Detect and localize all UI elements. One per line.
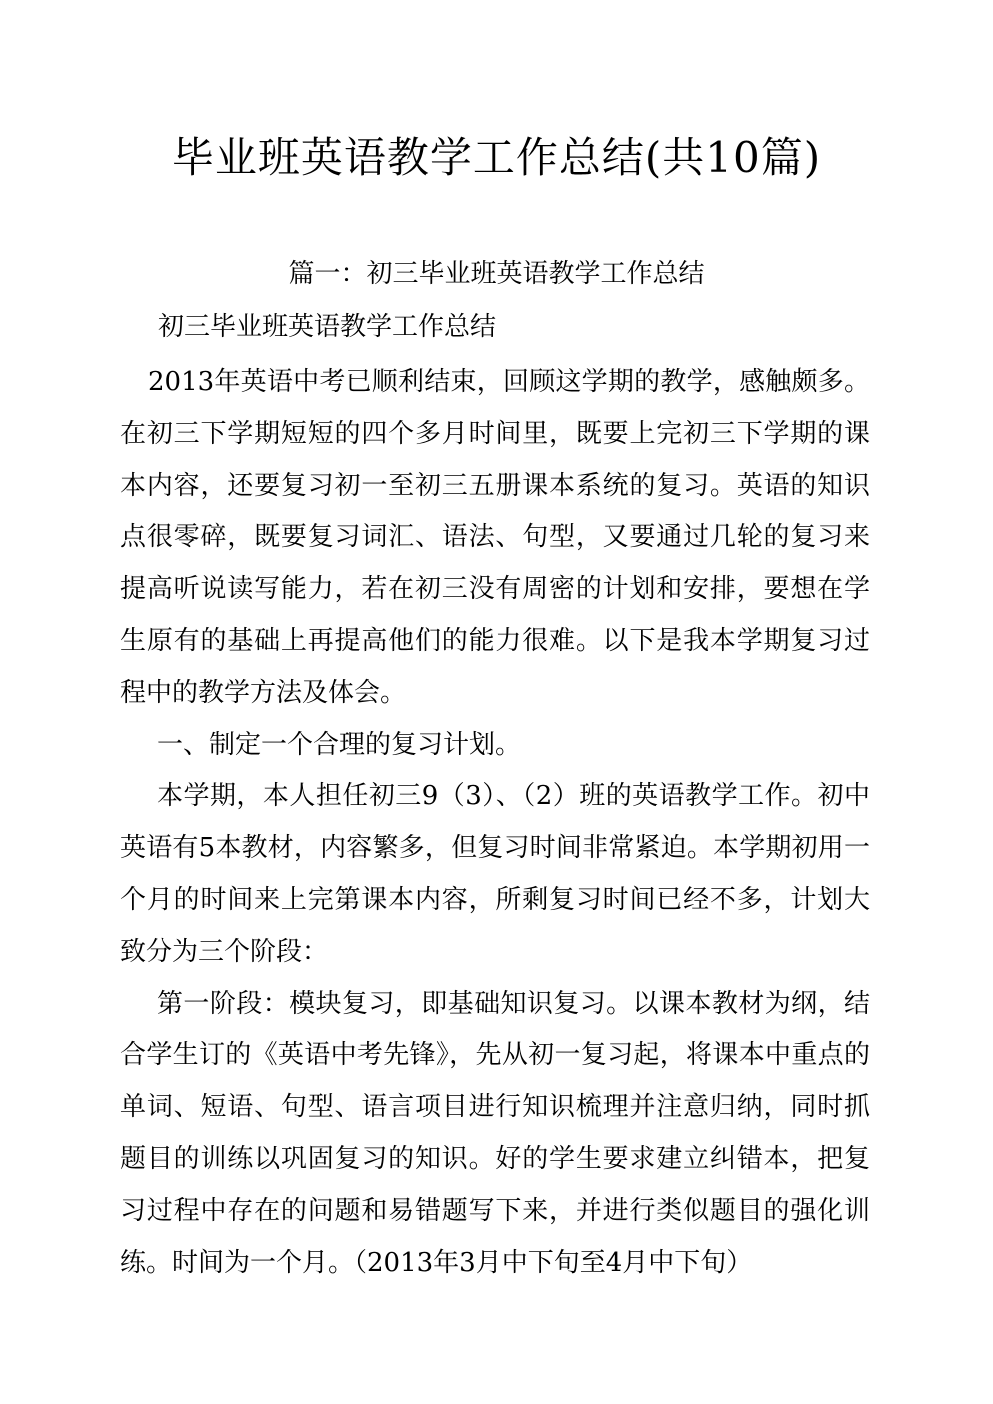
sub-heading: 初三毕业班英语教学工作总结 [158, 312, 497, 342]
document-body [120, 357, 870, 1289]
section-heading: 篇一：初三毕业班英语教学工作总结 [288, 259, 705, 289]
paragraph-section-one-heading: 一、制定一个合理的复习计划。 [157, 729, 522, 760]
paragraph-intro: 2013年英语中考已顺利结束，回顾这学期的教学，感触颇多。在初三下学期短短的四个多月时间里，既要上完初三下学期的课本内容，还要复习初一至初三五册课本系统的复习。英语的知识点很零碎，既要复习词汇、语法、句型，又要通过几轮的复习来提高听说读写能力，若在初三没有周密的计划和安排，要想在学生原有的基础上再提高他们的能力很难。以下是我本学期复习过程中的教学方法及体会。 [120, 367, 870, 708]
paragraph-first-stage: 第一阶段：模块复习，即基础知识复习。以课本教材为纲，结合学生订的《英语中考先锋》，先从初一复习起，将课本中重点的单词、短语、句型、语言项目进行知识梳理并注意归纳，同时抓题目的训练以巩固复习的知识。好的学生要求建立纠错本，把复习过程中存在的问题和易错题写下来，并进行类似题目的强化训练。时间为一个月。（2013年3月中下旬至4月中下旬） [120, 988, 870, 1278]
document-title: 毕业班英语教学工作总结(共10篇) [171, 133, 822, 182]
paragraph-teaching-assignment: 本学期，本人担任初三9（3）、（2）班的英语教学工作。初中英语有5本教材，内容繁多，但复习时间非常紧迫。本学期初用一个月的时间来上完第课本内容，所剩复习时间已经不多，计划大致分为三个阶段： [120, 781, 870, 967]
